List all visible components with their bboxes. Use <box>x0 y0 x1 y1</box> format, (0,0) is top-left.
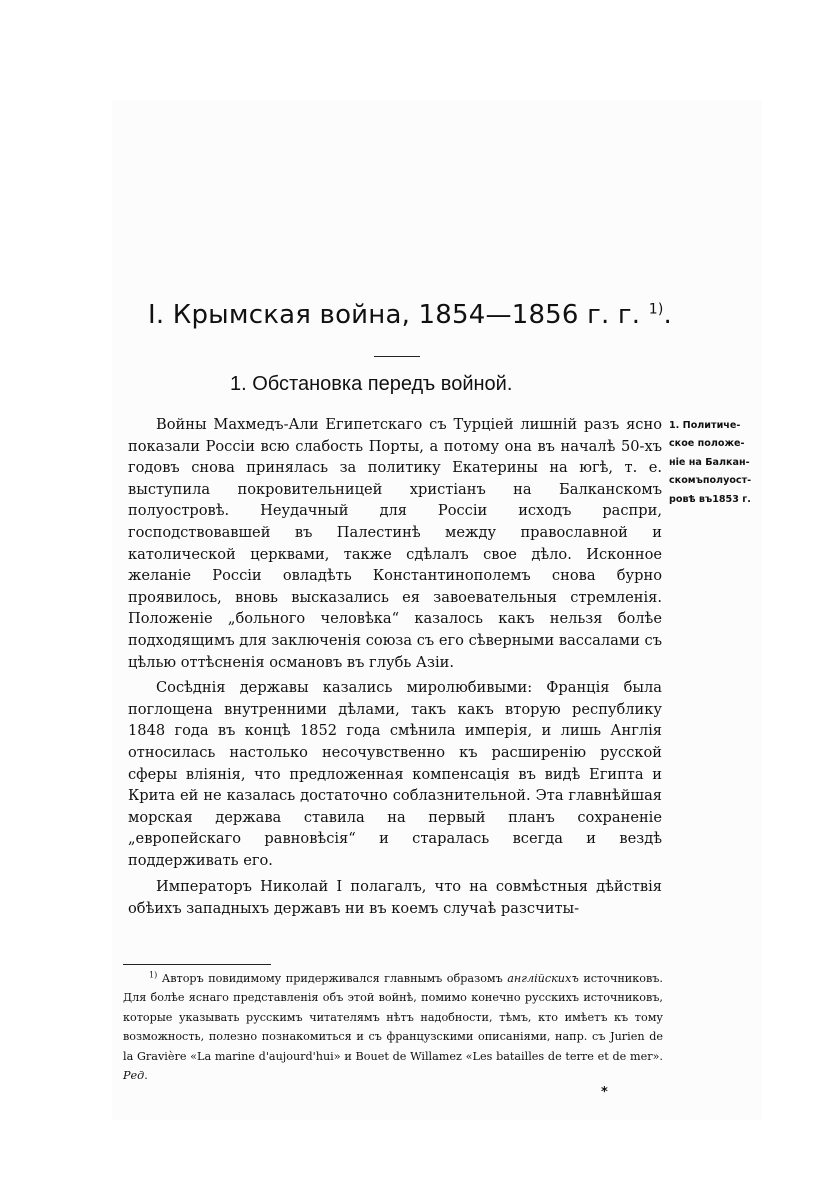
paragraph-1: Войны Махмедъ-Али Египетскаго съ Турціей лишній разъ ясно показали Россіи всю слабость Порты, а потому она въ началѣ 50-хъ годовъ снова принялась за политику Екатерины на югѣ, т. е. выступила покровительницей христіанъ на Балканскомъ полуостровѣ. Неудачный для Россіи исходъ распри, господствовавшей въ Палестинѣ между православной и католической церквами, также сдѣлалъ свое дѣло. Исконное желаніе Россіи овладѣть Константинополемъ снова бурно проявилось, вновь высказались ея завоевательныя стремленія. Положеніе „больного человѣка“ казалось какъ нельзя болѣе подходящимъ для заключенія союза съ его сѣверными вассалами съ цѣлью оттѣсненія османовъ въ глубь Азіи. <box>128 416 662 671</box>
chapter-title-text: I. Крымская война, 1854—1856 г. г. <box>148 300 641 330</box>
section-title: 1. Обстановка передъ войной. <box>230 373 513 395</box>
footnote-italic-text: англійскихъ <box>507 972 579 985</box>
title-divider <box>374 356 420 357</box>
margin-note-line: 1. Политиче- <box>669 420 741 431</box>
margin-note-line: ніе на Балкан- <box>669 456 750 468</box>
chapter-title <box>148 300 664 330</box>
footnote <box>123 969 663 1085</box>
paragraph-3: Императоръ Николай I полагалъ, что на совмѣстныя дѣйствія обѣихъ западныхъ державъ ни въ коемъ случаѣ разсчиты- <box>128 878 662 918</box>
margin-note-line: скомъполуост- <box>669 475 752 487</box>
body-text <box>128 414 662 920</box>
margin-note-line: ровѣ въ1853 г. <box>669 493 751 505</box>
footnote-text-before: Авторъ повидимому придерживался главнымъ образомъ <box>161 972 503 985</box>
page-mark: * <box>601 1085 608 1100</box>
footnote-divider <box>123 964 271 965</box>
margin-note-line: ское положе- <box>669 438 745 450</box>
footnote-marker: 1) <box>149 970 158 980</box>
footnote-editor-mark: Ред. <box>123 1069 148 1083</box>
footnote-text-main: источниковъ. Для болѣе яснаго представленія объ этой войнѣ, помимо конечно русскихъ источниковъ, которые указывать русскимъ читателямъ нѣтъ надобности, тѣмъ, кто имѣетъ къ тому возможность, полезно познакомиться и съ французскими описаніями, напр. съ Jurien de la Gravière «La marine d'aujourd'hui» и Bouet de Willamez «Les batailles de terre et de mer». <box>123 972 663 1063</box>
chapter-footnote-ref[interactable]: 1) <box>648 301 664 318</box>
paragraph-2: Сосѣднія державы казались миролюбивыми: Франція была поглощена внутренними дѣлами, такъ какъ вторую республику 1848 года въ концѣ 1852 года смѣнила имперія, и лишь Англія относилась настолько несочувственно къ расширенію русской сферы вліянія, что предложенная компенсація въ видѣ Египта и Крита ей не казалась достаточно соблазнительной. Эта главнѣйшая морская держава ставила на первый планъ сохраненіе „европейскаго равновѣсія“ и старалась всегда и вездѣ поддерживать его. <box>128 679 662 869</box>
margin-note <box>669 417 765 509</box>
